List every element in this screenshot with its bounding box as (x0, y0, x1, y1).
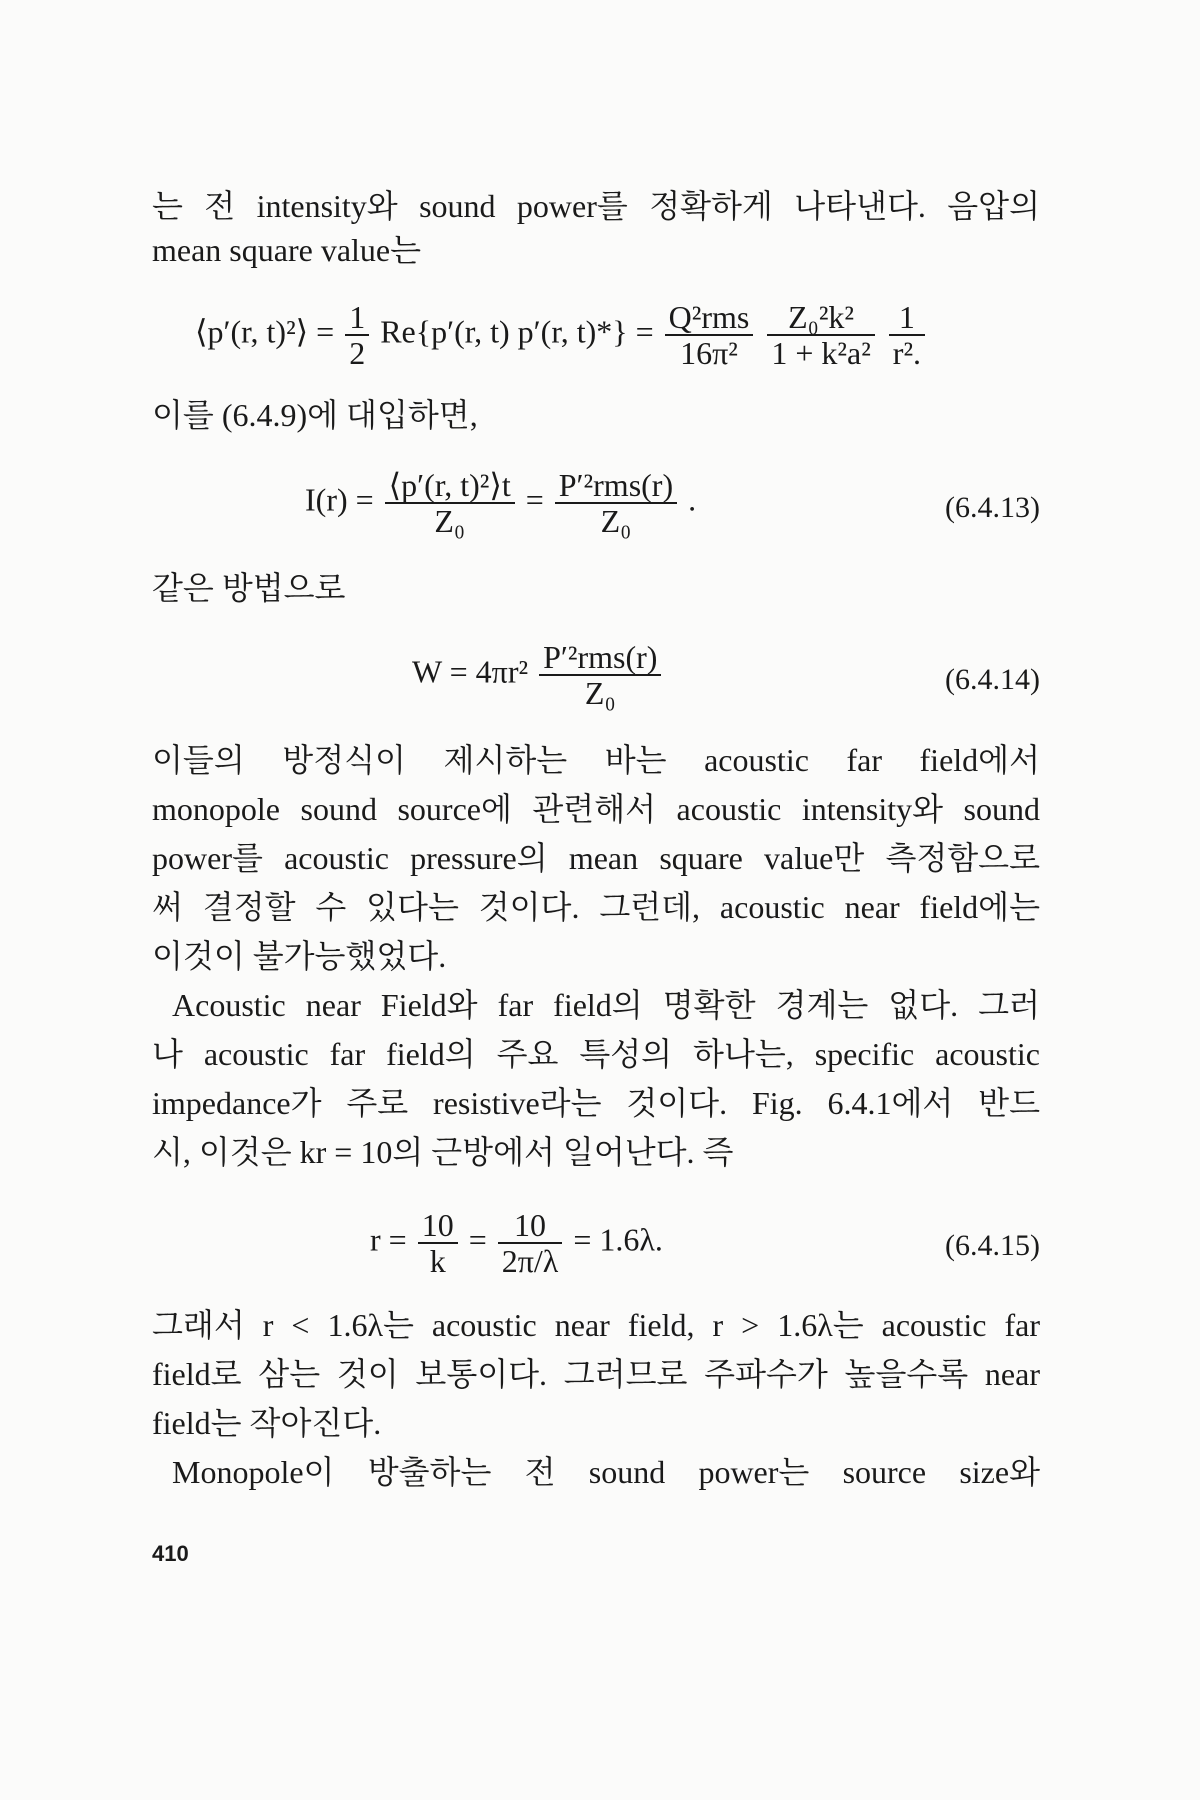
equals-sign: = (468, 1221, 487, 1258)
text-line: Monopole이 방출하는 전 sound power는 source size와 (172, 1454, 1040, 1490)
fraction-numerator: 10 (498, 1208, 563, 1244)
fraction-impedance (767, 300, 874, 370)
fraction-inverse-r-squared (889, 300, 925, 370)
equation-tail: = 1.6λ. (573, 1221, 663, 1258)
equation-mean-square (195, 300, 928, 370)
fraction-numerator: ⟨p′(r, t)²⟩t (385, 468, 515, 504)
text-line: 이것이 불가능했었다. (152, 938, 447, 974)
fraction-numerator: Q²rms (665, 300, 754, 336)
fraction-numerator: Z₀²k² (767, 300, 874, 336)
fraction-denominator: 2π/λ (501, 1243, 559, 1279)
equation-sound-power (412, 640, 664, 710)
fraction-denominator: Z₀ (434, 503, 466, 539)
text-line: field는 작아진다. (152, 1405, 382, 1441)
fraction-denominator: Z₀ (584, 675, 616, 711)
fraction-denominator: Z₀ (600, 503, 632, 539)
fraction-numerator: P′²rms(r) (539, 640, 661, 676)
equation-number: (6.4.13) (945, 491, 1040, 524)
text-line: mean square value는 (152, 232, 422, 268)
equation-lhs: I(r) = (305, 481, 374, 518)
text-line: 이들의 방정식이 제시하는 바는 acoustic far field에서 (152, 742, 1040, 778)
equation-lhs: r = (370, 1221, 407, 1258)
text-line: monopole sound source에 관련해서 acoustic intensity와 sound (152, 791, 1040, 827)
text-line: 써 결정할 수 있다는 것이다. 그런데, acoustic near field에는 (152, 889, 1040, 925)
fraction-half (345, 300, 369, 370)
fraction-rms-pressure (555, 468, 677, 538)
fraction-mean-square-pressure (385, 468, 515, 538)
equation-near-far-boundary (370, 1208, 663, 1278)
equals-sign: = (525, 481, 544, 518)
text-line: 는 전 intensity와 sound power를 정확하게 나타낸다. 음압의 (152, 188, 1040, 224)
fraction-denominator: r². (892, 335, 922, 371)
text-line: 이를 (6.4.9)에 대입하면, (152, 397, 478, 433)
text-line: 시, 이것은 kr = 10의 근방에서 일어난다. 즉 (152, 1134, 734, 1170)
equation-number: (6.4.15) (945, 1229, 1040, 1262)
fraction-denominator: 16π² (680, 335, 738, 371)
equation-number: (6.4.14) (945, 663, 1040, 696)
equation-tail: . (688, 481, 697, 518)
fraction-rms-pressure (539, 640, 661, 710)
page-number: 410 (152, 1541, 189, 1566)
equation-lhs: W = 4πr² (412, 653, 529, 690)
text-line: impedance가 주로 resistive라는 것이다. Fig. 6.4.1에서 반드 (152, 1085, 1040, 1121)
fraction-denominator: 2 (349, 335, 366, 371)
fraction-ten-over-k (418, 1208, 458, 1278)
equation-middle: Re{p′(r, t) p′(r, t)*} = (380, 313, 654, 350)
fraction-numerator: 1 (345, 300, 369, 336)
fraction-denominator: 1 + k²a² (771, 335, 871, 371)
text-line: 같은 방법으로 (152, 570, 346, 606)
fraction-numerator: 1 (889, 300, 925, 336)
fraction-q-rms (665, 300, 754, 370)
equation-lhs: ⟨p′(r, t)²⟩ = (195, 313, 335, 350)
text-line: 나 acoustic far field의 주요 특성의 하나는, specific acoustic (152, 1036, 1040, 1072)
equation-intensity (305, 468, 696, 538)
fraction-numerator: 10 (418, 1208, 458, 1244)
text-line: 그래서 r < 1.6λ는 acoustic near field, r > 1.6λ는 acoustic far (152, 1307, 1040, 1343)
text-line: field로 삼는 것이 보통이다. 그러므로 주파수가 높을수록 near (152, 1356, 1040, 1392)
fraction-denominator: k (429, 1243, 446, 1279)
fraction-wavelength (498, 1208, 563, 1278)
fraction-numerator: P′²rms(r) (555, 468, 677, 504)
text-line: power를 acoustic pressure의 mean square value만 측정함으로 (152, 840, 1040, 876)
text-line: Acoustic near Field와 far field의 명확한 경계는 없다. 그러 (172, 987, 1040, 1023)
